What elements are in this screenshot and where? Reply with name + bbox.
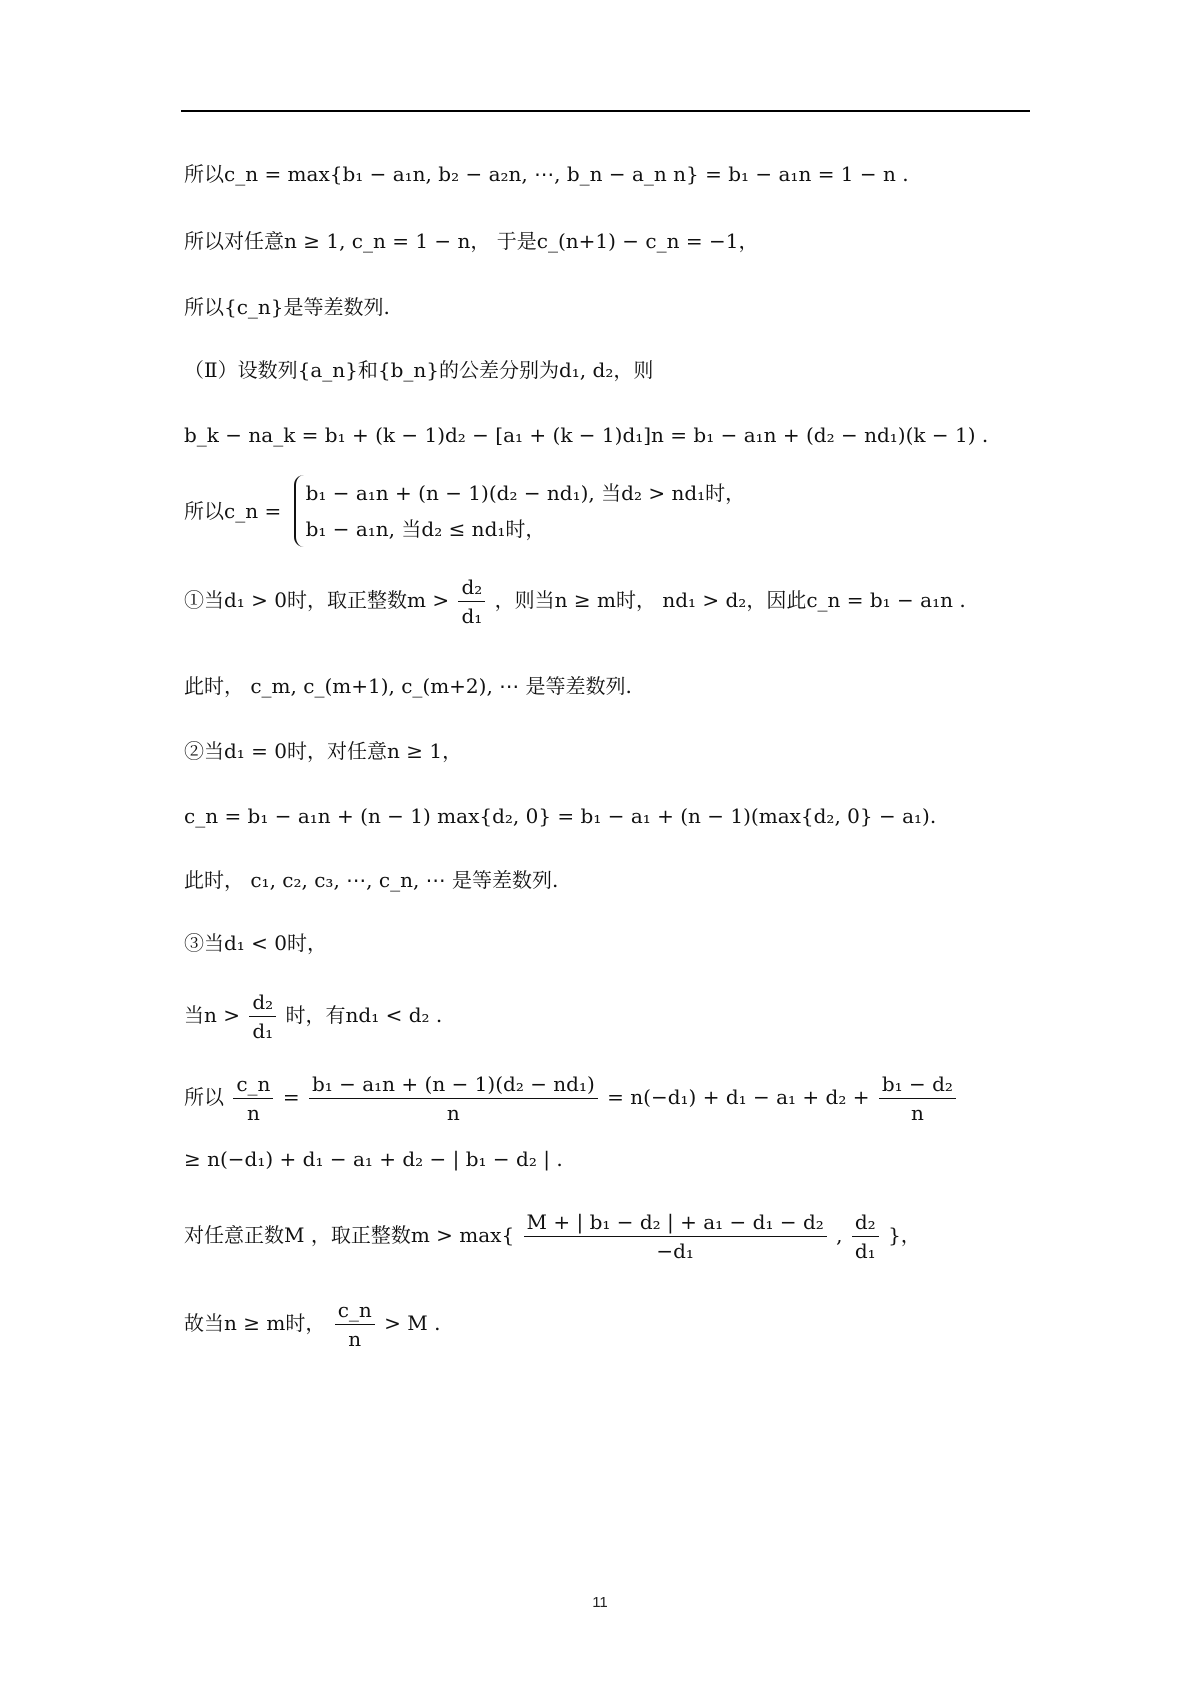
line-8: 此时， c_m, c_(m+1), c_(m+2), ⋯ 是等差数列.: [184, 674, 632, 698]
line-6-piecewise: [184, 475, 745, 547]
line-13-text-a: 当n >: [184, 1003, 240, 1027]
line-14-text-b: = n(−d₁) + d₁ − a₁ + d₂ +: [607, 1085, 870, 1109]
fraction-d2-over-d1: [852, 1210, 879, 1263]
page-number: 11: [592, 1594, 608, 1611]
fraction-numerator: b₁ − d₂: [879, 1072, 956, 1099]
line-16-text-a: 对任意正数M ，取正整数m > max{: [184, 1223, 515, 1247]
fraction-denominator: n: [246, 1101, 260, 1125]
line-3: 所以{c_n}是等差数列.: [184, 295, 390, 319]
fraction-d2-over-d1: [458, 575, 485, 628]
fraction-denominator: n: [910, 1101, 924, 1125]
fraction-cn-over-n: [335, 1298, 375, 1351]
piecewise-cases: [294, 475, 746, 547]
line-14: [184, 1072, 959, 1125]
line-1: 所以c_n = max{b₁ − a₁n, b₂ − a₂n, ⋯, b_n − a_n n} = b₁ − a₁n = 1 − n .: [184, 162, 909, 186]
line-7: [184, 575, 966, 628]
comma: ,: [836, 1223, 843, 1247]
fraction-cn-over-n: [233, 1072, 273, 1125]
line-10: c_n = b₁ − a₁n + (n − 1) max{d₂, 0} = b₁ − a₁ + (n − 1)(max{d₂, 0} − a₁).: [184, 804, 937, 828]
line-7-text-a: ①当d₁ > 0时，取正整数m >: [184, 588, 450, 612]
line-13: [184, 990, 442, 1043]
fraction-numerator: d₂: [249, 990, 276, 1017]
line-14-text-a: 所以: [184, 1085, 224, 1109]
fraction-numerator: c_n: [233, 1072, 273, 1099]
piecewise-prefix: 所以c_n =: [184, 499, 282, 523]
line-17: [184, 1298, 440, 1351]
header-rule: [181, 110, 1030, 112]
line-2: 所以对任意n ≥ 1, c_n = 1 − n， 于是c_(n+1) − c_n = −1，: [184, 229, 759, 253]
fraction-denominator: d₁: [854, 1239, 876, 1263]
line-16: [184, 1210, 921, 1263]
line-9: ②当d₁ = 0时，对任意n ≥ 1，: [184, 739, 463, 763]
fraction-denominator: n: [446, 1101, 460, 1125]
case-2: b₁ − a₁n, 当d₂ ≤ nd₁时，: [305, 517, 546, 541]
line-16-text-b: }，: [888, 1223, 921, 1247]
line-7-text-b: ，则当n ≥ m时， nd₁ > d₂，因此c_n = b₁ − a₁n .: [494, 588, 966, 612]
line-5: b_k − na_k = b₁ + (k − 1)d₂ − [a₁ + (k − 1)d₁]n = b₁ − a₁n + (d₂ − nd₁)(k − 1) .: [184, 423, 989, 447]
line-13-text-b: 时，有nd₁ < d₂ .: [285, 1003, 443, 1027]
fraction-denominator: n: [348, 1327, 362, 1351]
equals-sign: =: [282, 1085, 300, 1109]
line-15: ≥ n(−d₁) + d₁ − a₁ + d₂ − | b₁ − d₂ | .: [184, 1147, 563, 1171]
line-12: ③当d₁ < 0时，: [184, 931, 328, 955]
line-4: （Ⅱ）设数列{a_n}和{b_n}的公差分别为d₁, d₂，则: [184, 358, 654, 382]
case-1: b₁ − a₁n + (n − 1)(d₂ − nd₁), 当d₂ > nd₁时，: [305, 481, 746, 505]
fraction-long: [309, 1072, 598, 1125]
fraction-denominator: −d₁: [656, 1239, 694, 1263]
line-17-text-b: > M .: [384, 1311, 441, 1335]
fraction-denominator: d₁: [252, 1019, 274, 1043]
fraction-m-bound: [524, 1210, 827, 1263]
fraction-numerator: c_n: [335, 1298, 375, 1325]
fraction-denominator: d₁: [461, 604, 483, 628]
fraction-numerator: d₂: [458, 575, 485, 602]
line-17-text-a: 故当n ≥ m时，: [184, 1311, 326, 1335]
fraction-numerator: d₂: [852, 1210, 879, 1237]
line-11: 此时， c₁, c₂, c₃, ⋯, c_n, ⋯ 是等差数列.: [184, 868, 559, 892]
fraction-b1-d2-over-n: [879, 1072, 956, 1125]
fraction-numerator: b₁ − a₁n + (n − 1)(d₂ − nd₁): [309, 1072, 598, 1099]
fraction-d2-over-d1: [249, 990, 276, 1043]
fraction-numerator: M + | b₁ − d₂ | + a₁ − d₁ − d₂: [524, 1210, 827, 1237]
